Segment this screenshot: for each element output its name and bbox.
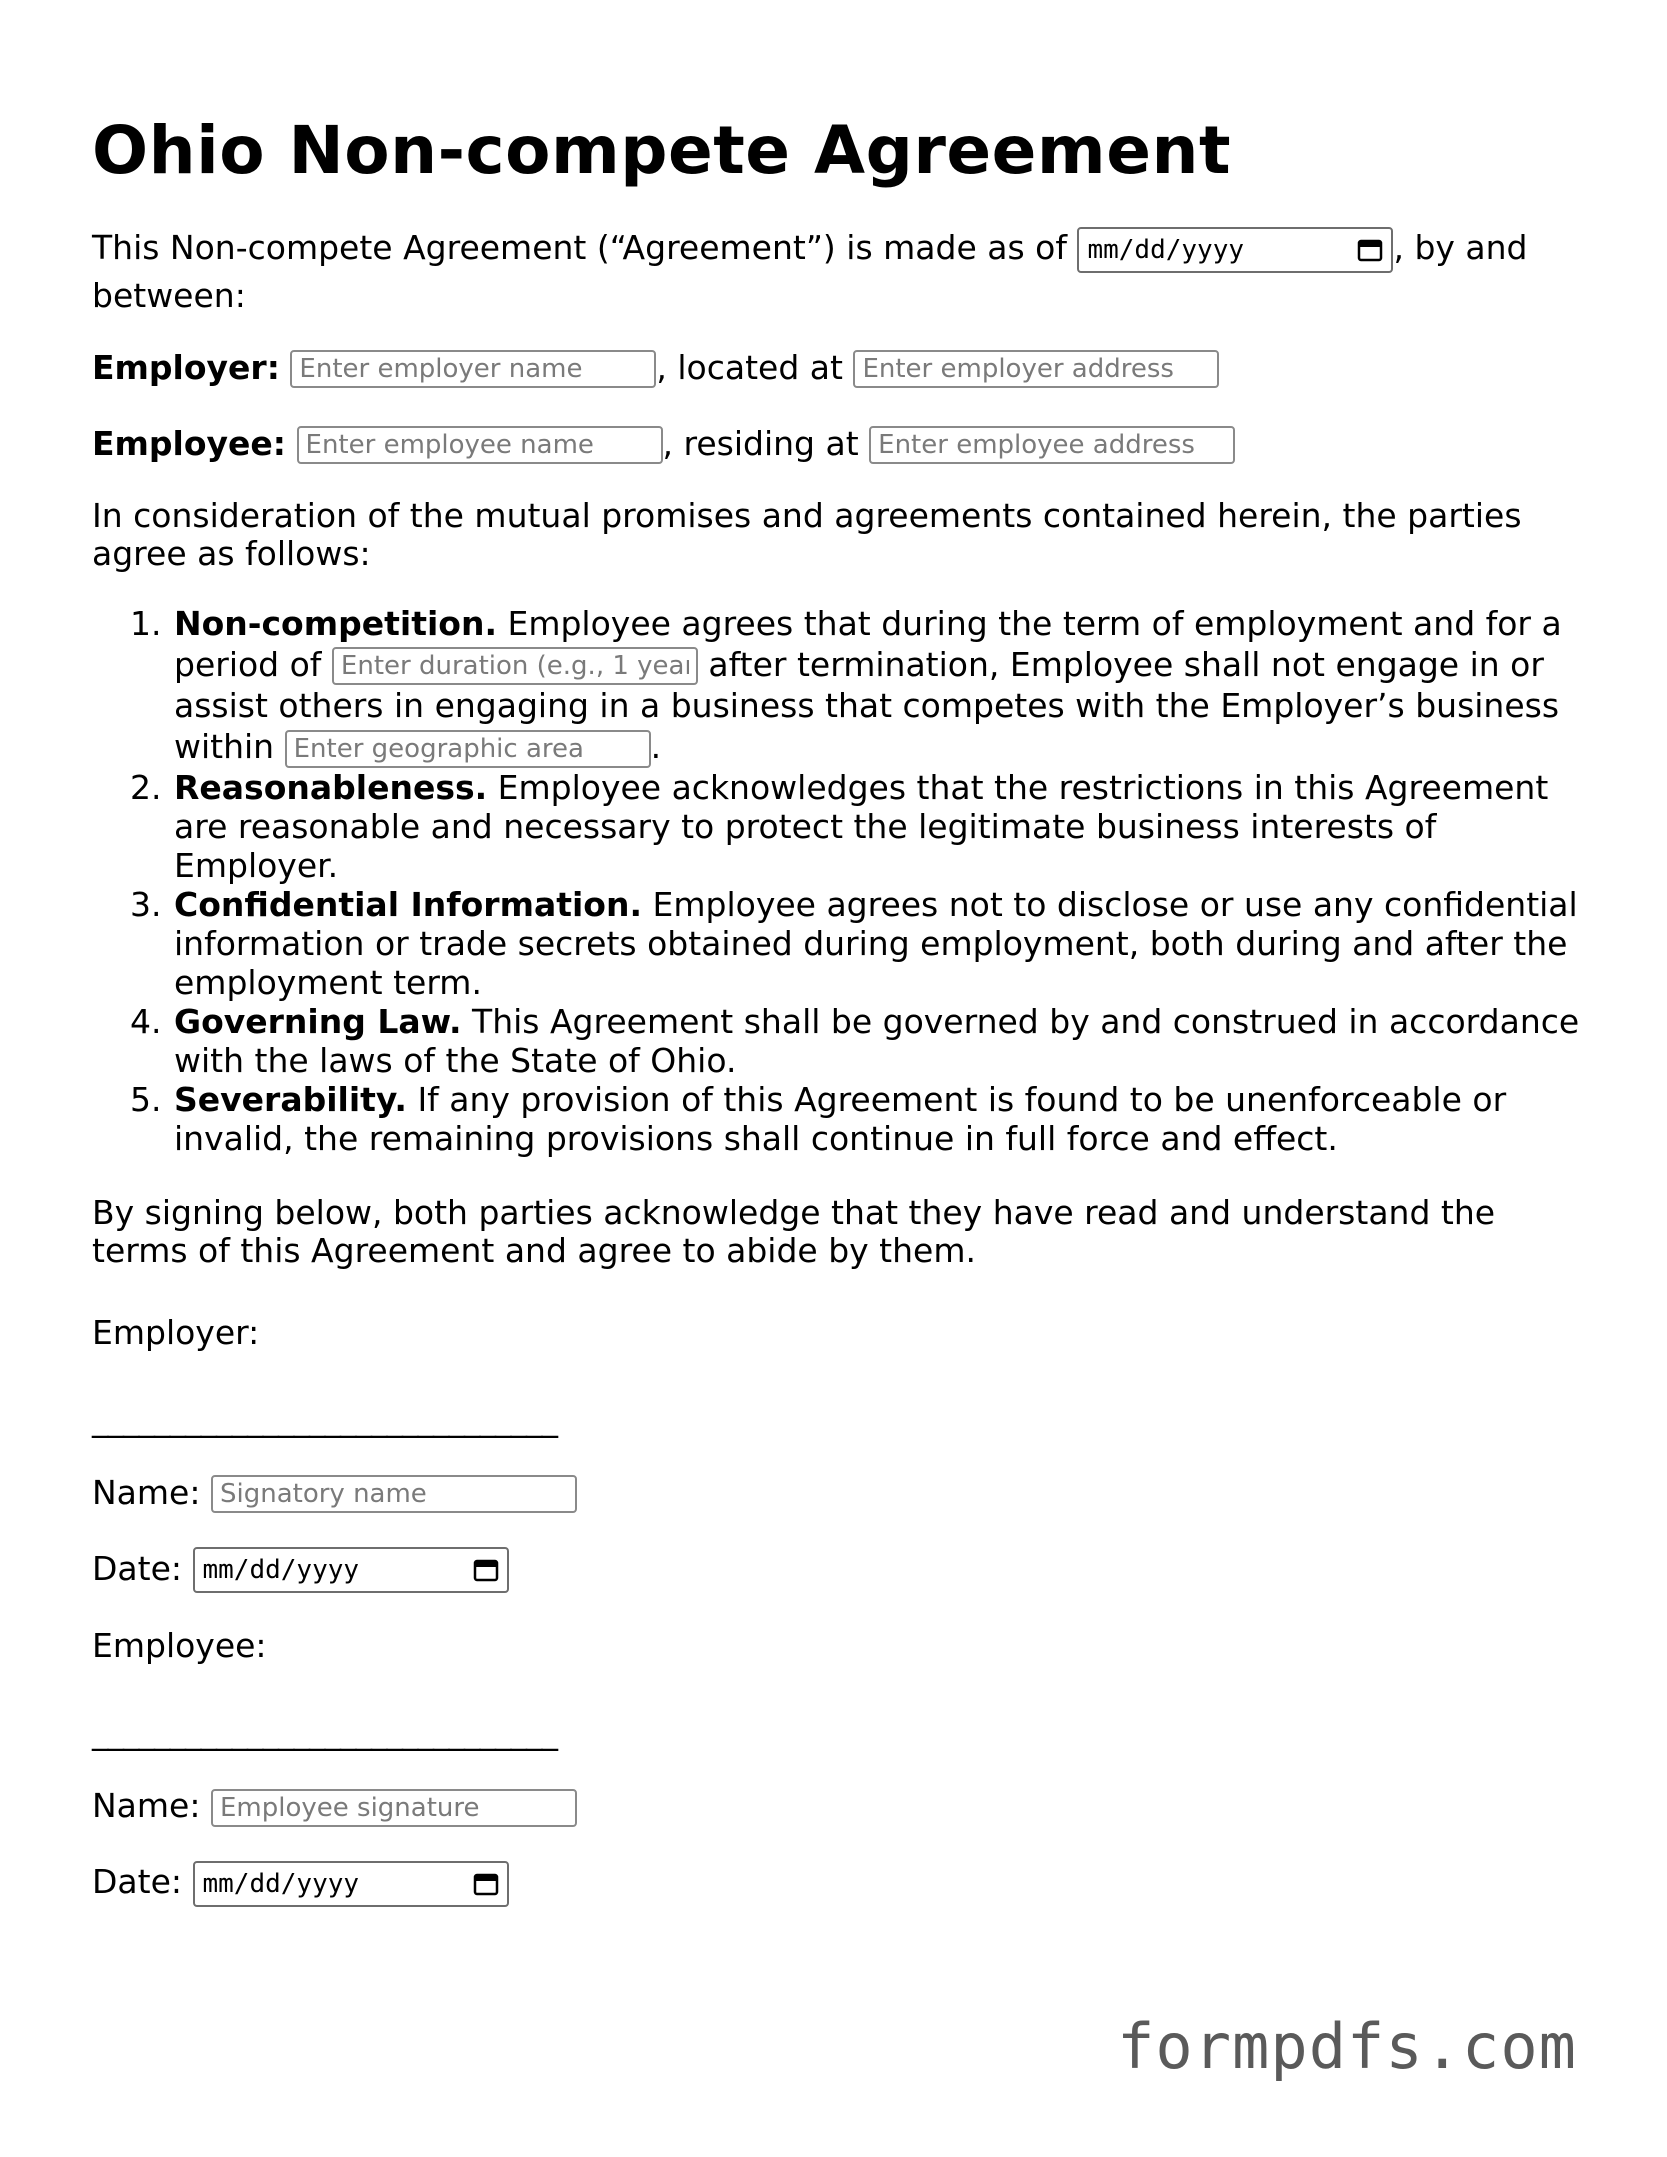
employee-name-input[interactable] bbox=[297, 426, 663, 464]
clause-heading: Severability. bbox=[174, 1079, 407, 1119]
employee-date-placeholder: mm/dd/yyyy bbox=[202, 1868, 360, 1899]
clause-heading: Governing Law. bbox=[174, 1001, 462, 1041]
clause-item bbox=[172, 1080, 1582, 1158]
clause-heading: Confidential Information. bbox=[174, 884, 643, 924]
clause-list bbox=[92, 603, 1582, 1158]
employee-label: Employee: bbox=[92, 423, 287, 463]
employer-line bbox=[92, 345, 1582, 391]
employee-residing-text: , residing at bbox=[662, 423, 859, 463]
employer-address-input[interactable] bbox=[853, 350, 1219, 388]
clause-item bbox=[172, 885, 1582, 1002]
employee-sig-name-label: Name: bbox=[92, 1786, 201, 1825]
employee-signature-name-input[interactable] bbox=[211, 1789, 577, 1827]
calendar-icon[interactable] bbox=[1357, 238, 1383, 262]
intro-text-end: , by and between: bbox=[92, 228, 1528, 315]
agreement-date-input[interactable] bbox=[1077, 227, 1393, 273]
intro-text: This Non-compete Agreement (“Agreement”) is made as of bbox=[92, 228, 1067, 267]
intro-paragraph bbox=[92, 225, 1582, 319]
employee-signature-block bbox=[92, 1623, 1582, 1907]
employee-sig-heading: Employee: bbox=[92, 1626, 267, 1665]
geographic-area-input[interactable] bbox=[285, 730, 651, 768]
clause-heading: Non-competition. bbox=[174, 603, 497, 643]
agreement-date-placeholder: mm/dd/yyyy bbox=[1087, 234, 1245, 265]
calendar-icon[interactable] bbox=[473, 1872, 499, 1896]
employee-signature-line[interactable]: ______________________________ bbox=[92, 1712, 557, 1751]
consideration-paragraph: In consideration of the mutual promises and agreements contained herein, the parties agree as follows: bbox=[92, 495, 1522, 573]
agreement-page bbox=[92, 112, 1582, 1937]
employee-sig-date-row bbox=[92, 1859, 1582, 1907]
employee-sig-date-label: Date: bbox=[92, 1862, 182, 1901]
employer-located-text: , located at bbox=[656, 347, 843, 387]
clause-item bbox=[172, 1002, 1582, 1080]
clause-text-end: . bbox=[650, 727, 662, 766]
employer-sig-name-label: Name: bbox=[92, 1472, 201, 1512]
watermark: formpdfs.com bbox=[1117, 2010, 1577, 2083]
clause-text: Employee agrees not to disclose or use any confidential information or trade secrets obtained during employment, both during and after the employment term. bbox=[174, 884, 1578, 1002]
clause-text: Employee agrees that during the term of employment and for a period of bbox=[174, 603, 1562, 684]
employee-date-input[interactable] bbox=[193, 1861, 509, 1907]
clause-text: after termination, Employee shall not engage in or assist others in engaging in a business that competes with the Employer’s business within bbox=[174, 644, 1560, 766]
clause-item bbox=[172, 768, 1582, 885]
duration-input[interactable] bbox=[332, 647, 698, 685]
clause-text: If any provision of this Agreement is found to be unenforceable or invalid, the remaining provisions shall continue in full force and effect. bbox=[174, 1079, 1507, 1158]
employer-date-placeholder: mm/dd/yyyy bbox=[202, 1555, 360, 1585]
employee-address-input[interactable] bbox=[869, 426, 1235, 464]
clause-text: This Agreement shall be governed by and construed in accordance with the laws of the State of Ohio. bbox=[174, 1001, 1580, 1080]
employer-signature-block bbox=[92, 1310, 1582, 1594]
clause-text: Employee acknowledges that the restrictions in this Agreement are reasonable and necessary to protect the legitimate business interests of Employer. bbox=[174, 767, 1549, 885]
employee-sig-name-row bbox=[92, 1783, 1582, 1829]
employer-sig-date-label: Date: bbox=[92, 1548, 182, 1588]
employer-label: Employer: bbox=[92, 347, 280, 387]
employee-line bbox=[92, 421, 1582, 467]
employer-date-input[interactable] bbox=[193, 1547, 509, 1593]
employer-sig-heading: Employer: bbox=[92, 1312, 260, 1352]
employer-sig-date-row bbox=[92, 1546, 1582, 1594]
page-title: Ohio Non-compete Agreement bbox=[92, 112, 1231, 189]
clause-heading: Reasonableness. bbox=[174, 767, 488, 807]
employer-signature-line[interactable]: ______________________________ bbox=[92, 1398, 557, 1438]
employer-name-input[interactable] bbox=[290, 350, 656, 388]
acknowledgement-paragraph: By signing below, both parties acknowledge that they have read and understand the terms of this Agreement and agree to abide by them. bbox=[92, 1192, 1496, 1270]
employer-signatory-name-input[interactable] bbox=[211, 1475, 577, 1513]
calendar-icon[interactable] bbox=[473, 1558, 499, 1582]
employer-sig-name-row bbox=[92, 1470, 1582, 1516]
clause-item bbox=[172, 603, 1582, 768]
